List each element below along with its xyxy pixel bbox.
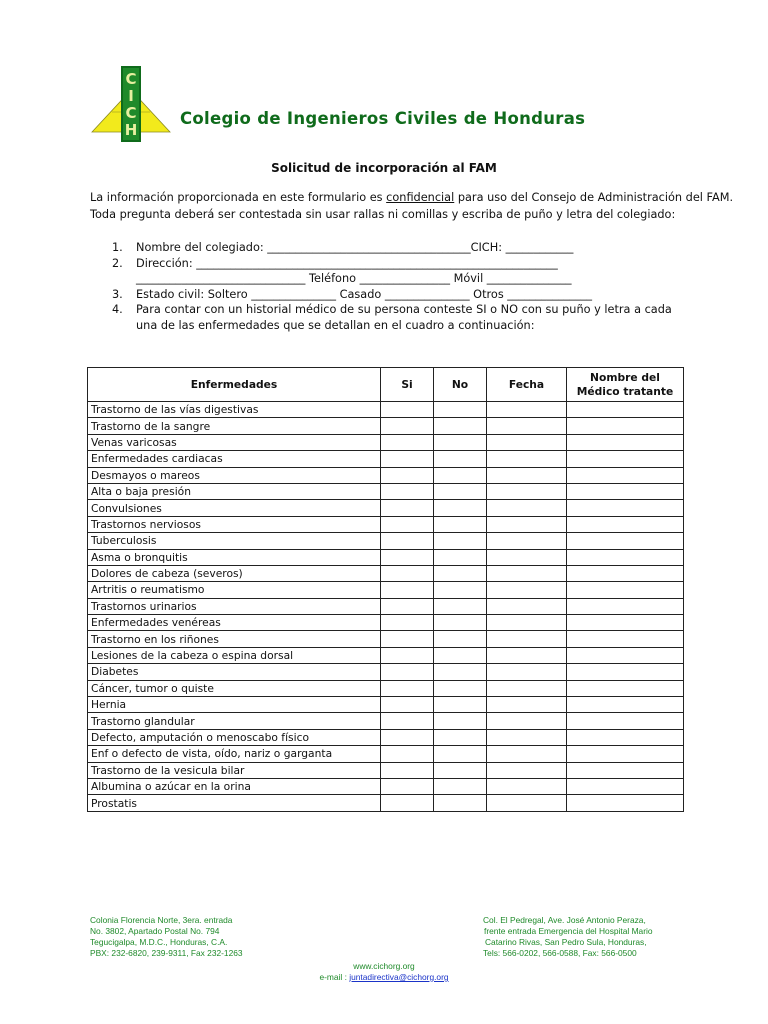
yes-cell[interactable] — [381, 647, 434, 663]
yes-cell[interactable] — [381, 778, 434, 794]
disease-name-cell: Trastorno de la vesicula bilar — [88, 762, 381, 778]
field-name[interactable]: 1. Nombre del colegiado: ____________________________________CICH: ____________ — [112, 241, 574, 254]
yes-cell[interactable] — [381, 697, 434, 713]
doctor-cell[interactable] — [567, 533, 684, 549]
logo-letter: C — [125, 70, 137, 88]
disease-name-cell: Trastorno en los riñones — [88, 631, 381, 647]
table-row — [88, 697, 684, 713]
yes-cell[interactable] — [381, 549, 434, 565]
no-cell[interactable] — [434, 467, 487, 483]
yes-cell[interactable] — [381, 500, 434, 516]
no-cell[interactable] — [434, 434, 487, 450]
doctor-cell[interactable] — [567, 680, 684, 696]
no-cell[interactable] — [434, 565, 487, 581]
disease-name-cell: Venas varicosas — [88, 434, 381, 450]
date-cell[interactable] — [487, 795, 567, 811]
date-cell[interactable] — [487, 549, 567, 565]
table-row — [88, 762, 684, 778]
table-row — [88, 664, 684, 680]
doctor-cell[interactable] — [567, 565, 684, 581]
date-cell[interactable] — [487, 565, 567, 581]
yes-cell[interactable] — [381, 598, 434, 614]
doctor-cell[interactable] — [567, 746, 684, 762]
doctor-cell[interactable] — [567, 483, 684, 499]
instruction-medical-history: 4. Para contar con un historial médico de su persona conteste SI o NO con su puño y letra a cada una de las enfermedades que se detallan en el cuadro a continuación: — [112, 303, 672, 332]
table-row — [88, 647, 684, 663]
header-yes: Si — [381, 368, 434, 402]
date-cell[interactable] — [487, 467, 567, 483]
disease-name-cell: Convulsiones — [88, 500, 381, 516]
no-cell[interactable] — [434, 647, 487, 663]
disease-name-cell: Enfermedades cardiacas — [88, 451, 381, 467]
no-cell[interactable] — [434, 664, 487, 680]
no-cell[interactable] — [434, 500, 487, 516]
yes-cell[interactable] — [381, 467, 434, 483]
yes-cell[interactable] — [381, 631, 434, 647]
no-cell[interactable] — [434, 729, 487, 745]
disease-name-cell: Desmayos o mareos — [88, 467, 381, 483]
disease-name-cell: Enfermedades venéreas — [88, 615, 381, 631]
no-cell[interactable] — [434, 680, 487, 696]
disease-name-cell: Trastornos nerviosos — [88, 516, 381, 532]
table-row — [88, 434, 684, 450]
no-cell[interactable] — [434, 549, 487, 565]
date-cell[interactable] — [487, 647, 567, 663]
no-cell[interactable] — [434, 615, 487, 631]
doctor-cell[interactable] — [567, 582, 684, 598]
yes-cell[interactable] — [381, 729, 434, 745]
no-cell[interactable] — [434, 451, 487, 467]
no-cell[interactable] — [434, 778, 487, 794]
table-row — [88, 516, 684, 532]
date-cell[interactable] — [487, 483, 567, 499]
table-body — [88, 402, 684, 812]
table-row — [88, 778, 684, 794]
no-cell[interactable] — [434, 795, 487, 811]
date-cell[interactable] — [487, 516, 567, 532]
doctor-cell[interactable] — [567, 664, 684, 680]
table-row — [88, 451, 684, 467]
date-cell[interactable] — [487, 598, 567, 614]
table-row — [88, 467, 684, 483]
no-cell[interactable] — [434, 582, 487, 598]
svg-text:I: I — [128, 87, 134, 105]
disease-name-cell: Prostatis — [88, 795, 381, 811]
yes-cell[interactable] — [381, 483, 434, 499]
disease-name-cell: Alta o baja presión — [88, 483, 381, 499]
date-cell[interactable] — [487, 664, 567, 680]
no-cell[interactable] — [434, 418, 487, 434]
field-marital-status[interactable]: 3. Estado civil: Soltero _______________ Casado _______________ Otros _______________ — [112, 287, 593, 301]
organization-name: Colegio de Ingenieros Civiles de Honduras — [180, 109, 586, 128]
table-row — [88, 500, 684, 516]
date-cell[interactable] — [487, 615, 567, 631]
yes-cell[interactable] — [381, 746, 434, 762]
disease-name-cell: Cáncer, tumor o quiste — [88, 680, 381, 696]
header-doctor: Nombre del Médico tratante — [567, 368, 684, 402]
table-row — [88, 631, 684, 647]
disease-name-cell: Dolores de cabeza (severos) — [88, 565, 381, 581]
yes-cell[interactable] — [381, 713, 434, 729]
date-cell[interactable] — [487, 418, 567, 434]
date-cell[interactable] — [487, 434, 567, 450]
form-title: Solicitud de incorporación al FAM — [271, 161, 497, 175]
date-cell[interactable] — [487, 680, 567, 696]
disease-name-cell: Trastorno de la sangre — [88, 418, 381, 434]
table-row — [88, 615, 684, 631]
date-cell[interactable] — [487, 713, 567, 729]
date-cell[interactable] — [487, 697, 567, 713]
table-row — [88, 565, 684, 581]
no-cell[interactable] — [434, 762, 487, 778]
footer-tegucigalpa-address: Colonia Florencia Norte, 3era. entrada No. 3802, Apartado Postal No. 794 Tegucigalpa, M.D.C., Honduras, C.A. PBX: 232-6820, 239-9311, Fax 232-1263 — [90, 915, 243, 958]
yes-cell[interactable] — [381, 615, 434, 631]
table-row — [88, 418, 684, 434]
header-date: Fecha — [487, 368, 567, 402]
table-header-row — [88, 368, 684, 402]
no-cell[interactable] — [434, 746, 487, 762]
yes-cell[interactable] — [381, 516, 434, 532]
doctor-cell[interactable] — [567, 697, 684, 713]
doctor-cell[interactable] — [567, 434, 684, 450]
disease-name-cell: Tuberculosis — [88, 533, 381, 549]
date-cell[interactable] — [487, 402, 567, 418]
form-fields-list — [112, 240, 692, 334]
yes-cell[interactable] — [381, 565, 434, 581]
date-cell[interactable] — [487, 762, 567, 778]
date-cell[interactable] — [487, 729, 567, 745]
disease-name-cell: Hernia — [88, 697, 381, 713]
no-cell[interactable] — [434, 533, 487, 549]
doctor-cell[interactable] — [567, 713, 684, 729]
footer-sps-address: Col. El Pedregal, Ave. José Antonio Peraza, frente entrada Emergencia del Hospital Mario Catarino Rivas, San Pedro Sula, Honduras, Tels: 566-0202, 566-0588, Fax: 566-0500 — [483, 915, 653, 958]
doctor-cell[interactable] — [567, 451, 684, 467]
disease-name-cell: Albumina o azúcar en la orina — [88, 778, 381, 794]
no-cell[interactable] — [434, 713, 487, 729]
doctor-cell[interactable] — [567, 549, 684, 565]
doctor-cell[interactable] — [567, 762, 684, 778]
website[interactable]: www.cichorg.org — [353, 961, 415, 971]
date-cell[interactable] — [487, 500, 567, 516]
footer-contact: www.cichorg.org e-mail : juntadirectiva@cichorg.org — [0, 961, 768, 983]
doctor-cell[interactable] — [567, 516, 684, 532]
table-row — [88, 598, 684, 614]
no-cell[interactable] — [434, 483, 487, 499]
header-no: No — [434, 368, 487, 402]
field-phone-mobile[interactable]: ______________________________ Teléfono ________________ Móvil _______________ — [136, 272, 572, 286]
no-cell[interactable] — [434, 697, 487, 713]
diseases-table — [87, 367, 684, 812]
no-cell[interactable] — [434, 402, 487, 418]
disease-name-cell: Enf o defecto de vista, oído, nariz o garganta — [88, 746, 381, 762]
table-row — [88, 795, 684, 811]
intro-line-2: Toda pregunta deberá ser contestada sin usar rallas ni comillas y escriba de puño y letra del colegiado: — [90, 207, 676, 221]
yes-cell[interactable] — [381, 402, 434, 418]
table-row — [88, 549, 684, 565]
email-link[interactable]: juntadirectiva@cichorg.org — [349, 972, 449, 982]
svg-text:C: C — [125, 104, 137, 122]
table-row — [88, 483, 684, 499]
date-cell[interactable] — [487, 746, 567, 762]
table-row — [88, 533, 684, 549]
date-cell[interactable] — [487, 582, 567, 598]
table-row — [88, 746, 684, 762]
yes-cell[interactable] — [381, 762, 434, 778]
intro-line-1: La información proporcionada en este formulario es confidencial para uso del Consejo de Administración del FAM. — [90, 191, 734, 204]
disease-name-cell: Asma o bronquitis — [88, 549, 381, 565]
table-row — [88, 713, 684, 729]
disease-name-cell: Trastorno de las vías digestivas — [88, 402, 381, 418]
doctor-cell[interactable] — [567, 729, 684, 745]
disease-name-cell: Defecto, amputación o menoscabo físico — [88, 729, 381, 745]
confidential-word: confidencial — [386, 191, 455, 204]
yes-cell[interactable] — [381, 795, 434, 811]
disease-name-cell: Lesiones de la cabeza o espina dorsal — [88, 647, 381, 663]
svg-text:H: H — [124, 121, 138, 139]
table-row — [88, 582, 684, 598]
date-cell[interactable] — [487, 533, 567, 549]
doctor-cell[interactable] — [567, 598, 684, 614]
yes-cell[interactable] — [381, 582, 434, 598]
field-address[interactable]: 2. Dirección: ________________________________________________________________ — [112, 256, 558, 270]
date-cell[interactable] — [487, 778, 567, 794]
no-cell[interactable] — [434, 516, 487, 532]
date-cell[interactable] — [487, 451, 567, 467]
doctor-cell[interactable] — [567, 402, 684, 418]
table-row — [88, 402, 684, 418]
no-cell[interactable] — [434, 598, 487, 614]
disease-name-cell: Trastorno glandular — [88, 713, 381, 729]
table-row — [88, 680, 684, 696]
disease-name-cell: Artritis o reumatismo — [88, 582, 381, 598]
disease-name-cell: Trastornos urinarios — [88, 598, 381, 614]
doctor-cell[interactable] — [567, 615, 684, 631]
doctor-cell[interactable] — [567, 795, 684, 811]
yes-cell[interactable] — [381, 533, 434, 549]
doctor-cell[interactable] — [567, 418, 684, 434]
doctor-cell[interactable] — [567, 778, 684, 794]
date-cell[interactable] — [487, 631, 567, 647]
yes-cell[interactable] — [381, 680, 434, 696]
doctor-cell[interactable] — [567, 500, 684, 516]
doctor-cell[interactable] — [567, 647, 684, 663]
doctor-cell[interactable] — [567, 467, 684, 483]
yes-cell[interactable] — [381, 451, 434, 467]
no-cell[interactable] — [434, 631, 487, 647]
intro-text — [90, 190, 734, 223]
disease-name-cell: Diabetes — [88, 664, 381, 680]
header-diseases: Enfermedades — [88, 368, 381, 402]
yes-cell[interactable] — [381, 418, 434, 434]
yes-cell[interactable] — [381, 434, 434, 450]
table-row — [88, 729, 684, 745]
cich-logo — [90, 62, 172, 146]
yes-cell[interactable] — [381, 664, 434, 680]
doctor-cell[interactable] — [567, 631, 684, 647]
